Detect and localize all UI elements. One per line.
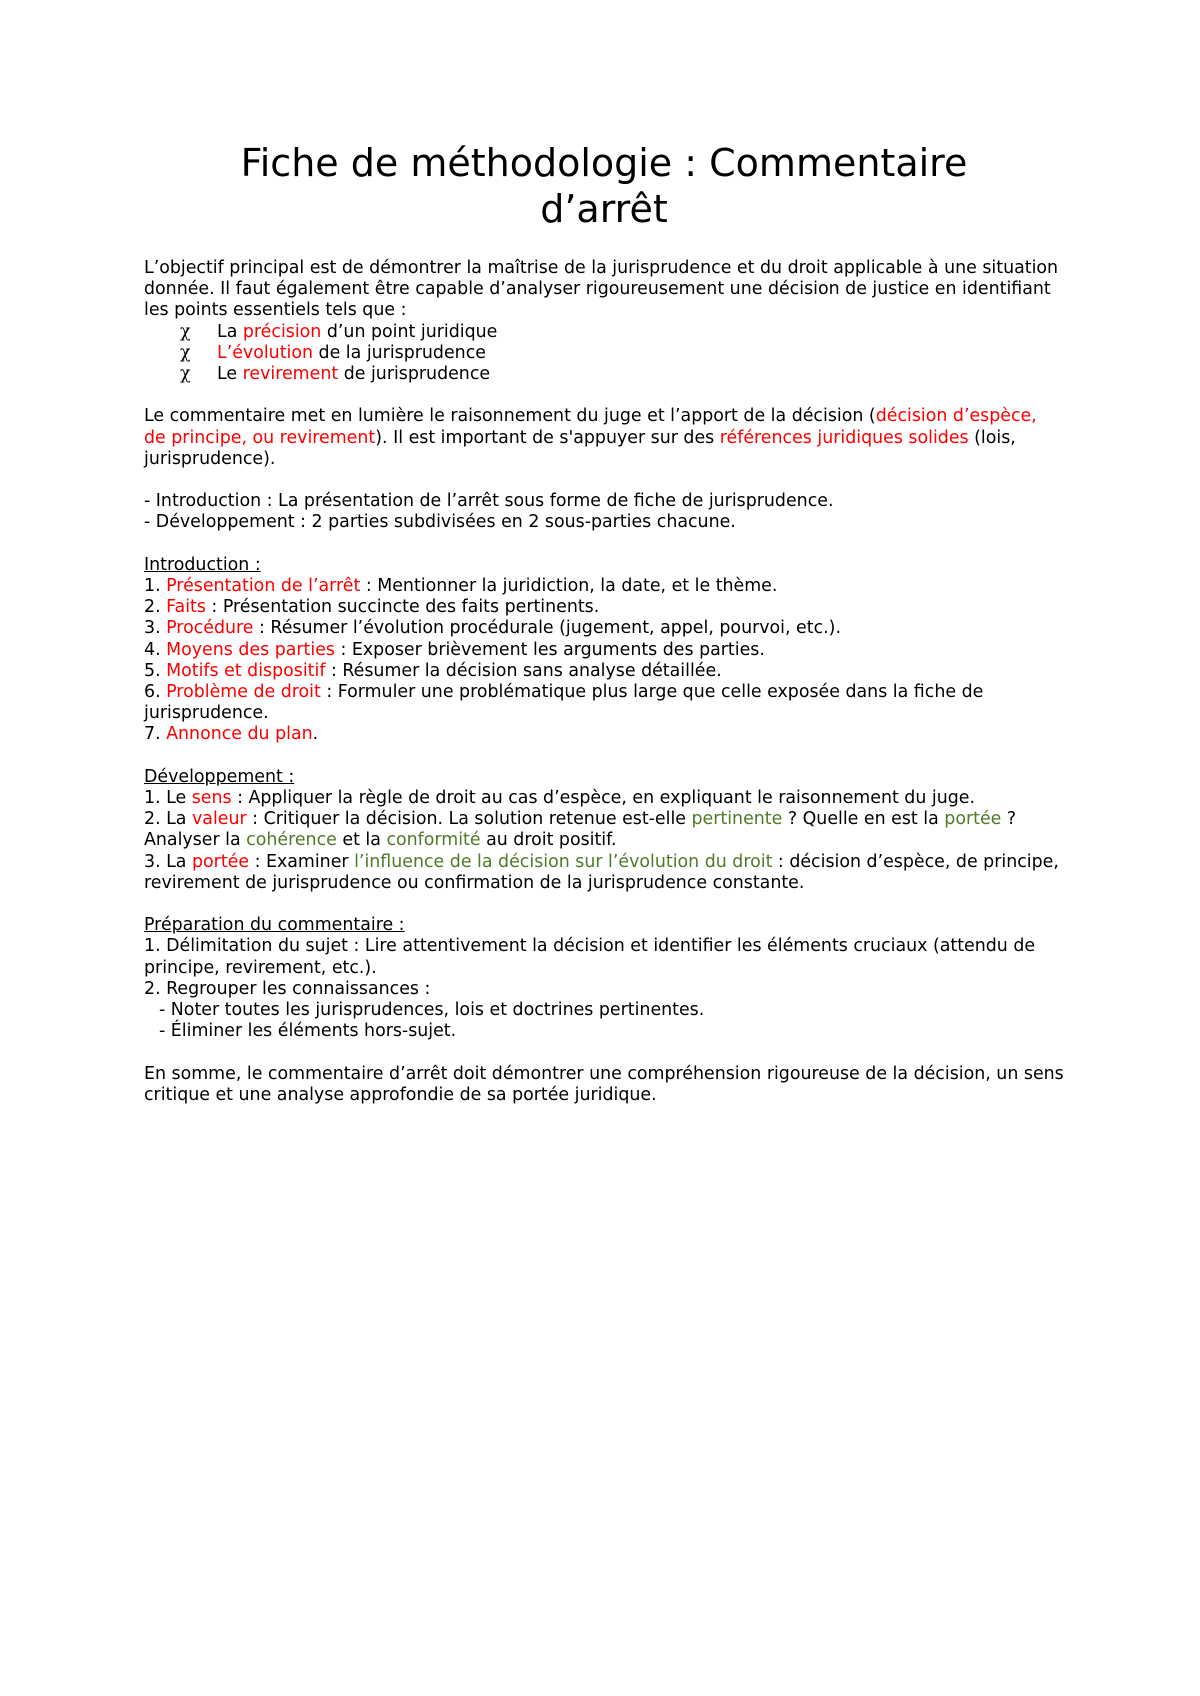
list-item: 5. Motifs et dispositif : Résumer la décision sans analyse détaillée. bbox=[144, 660, 722, 681]
list-item: 4. Moyens des parties : Exposer brièvement les arguments des parties. bbox=[144, 639, 765, 660]
preparation-heading: Préparation du commentaire : bbox=[144, 915, 405, 936]
list-item: 1. Délimitation du sujet : Lire attentivement la décision et identifier les éléments cruciaux (attendu de principe, revirement, etc.). bbox=[144, 936, 1036, 978]
document-title: Fiche de méthodologie : Commentaire d’arrêt bbox=[240, 141, 968, 231]
list-item: 3. Procédure : Résumer l’évolution procédurale (jugement, appel, pourvoi, etc.). bbox=[144, 618, 841, 639]
key-points-list bbox=[144, 322, 1064, 386]
list-item: 2. La valeur : Critiquer la décision. La solution retenue est-elle pertinente ? Quelle en est la portée ? Analyser la cohérence et la conformité au droit positif. bbox=[144, 809, 1017, 851]
bullet-icon: χ bbox=[180, 342, 191, 363]
document-page bbox=[144, 140, 1064, 1106]
list-item: χ Le revirement de jurisprudence bbox=[180, 364, 491, 385]
list-item: 1. Le sens : Appliquer la règle de droit au cas d’espèce, en expliquant le raisonnement du juge. bbox=[144, 788, 976, 809]
list-item: 3. La portée : Examiner l’influence de la décision sur l’évolution du droit : décision d’espèce, de principe, revirement de jurisprudence ou confirmation de la jurisprudence constante. bbox=[144, 851, 1059, 893]
sub-list-item: - Éliminer les éléments hors-sujet. bbox=[159, 1021, 457, 1042]
sub-list-item: - Noter toutes les jurisprudences, lois et doctrines pertinentes. bbox=[159, 1000, 705, 1021]
list-item: 2. Regrouper les connaissances : bbox=[144, 978, 431, 999]
bullet-icon: χ bbox=[180, 364, 191, 385]
list-item: 6. Problème de droit : Formuler une problématique plus large que celle exposée dans la fiche de jurisprudence. bbox=[144, 682, 984, 724]
bullet-icon: χ bbox=[180, 321, 191, 342]
intro-paragraph: L’objectif principal est de démontrer la maîtrise de la jurisprudence et du droit applicable à une situation donnée. Il faut également être capable d’analyser rigoureusement une décision de justice en identifiant les points essentiels tels que : bbox=[144, 258, 1059, 321]
conclusion-paragraph: En somme, le commentaire d’arrêt doit démontrer une compréhension rigoureuse de la décision, un sens critique et une analyse approfondie de sa portée juridique. bbox=[144, 1063, 1064, 1105]
list-item: χ L’évolution de la jurisprudence bbox=[180, 342, 486, 363]
structure-line: - Introduction : La présentation de l’arrêt sous forme de fiche de jurisprudence. bbox=[144, 491, 834, 512]
list-item: 2. Faits : Présentation succincte des faits pertinents. bbox=[144, 597, 600, 618]
developpement-heading: Développement : bbox=[144, 766, 295, 787]
introduction-heading: Introduction : bbox=[144, 554, 261, 575]
list-item: 1. Présentation de l’arrêt : Mentionner la juridiction, la date, et le thème. bbox=[144, 576, 778, 596]
structure-line: - Développement : 2 parties subdivisées en 2 sous-parties chacune. bbox=[144, 512, 736, 533]
commentary-paragraph: Le commentaire met en lumière le raisonnement du juge et l’apport de la décision (décision d’espèce, de principe, ou revirement). Il est important de s'appuyer sur des références juridiques solides (lois, jurisprudence). bbox=[144, 406, 1037, 469]
list-item: χ La précision d’un point juridique bbox=[180, 321, 498, 342]
list-item: 7. Annonce du plan. bbox=[144, 724, 319, 745]
